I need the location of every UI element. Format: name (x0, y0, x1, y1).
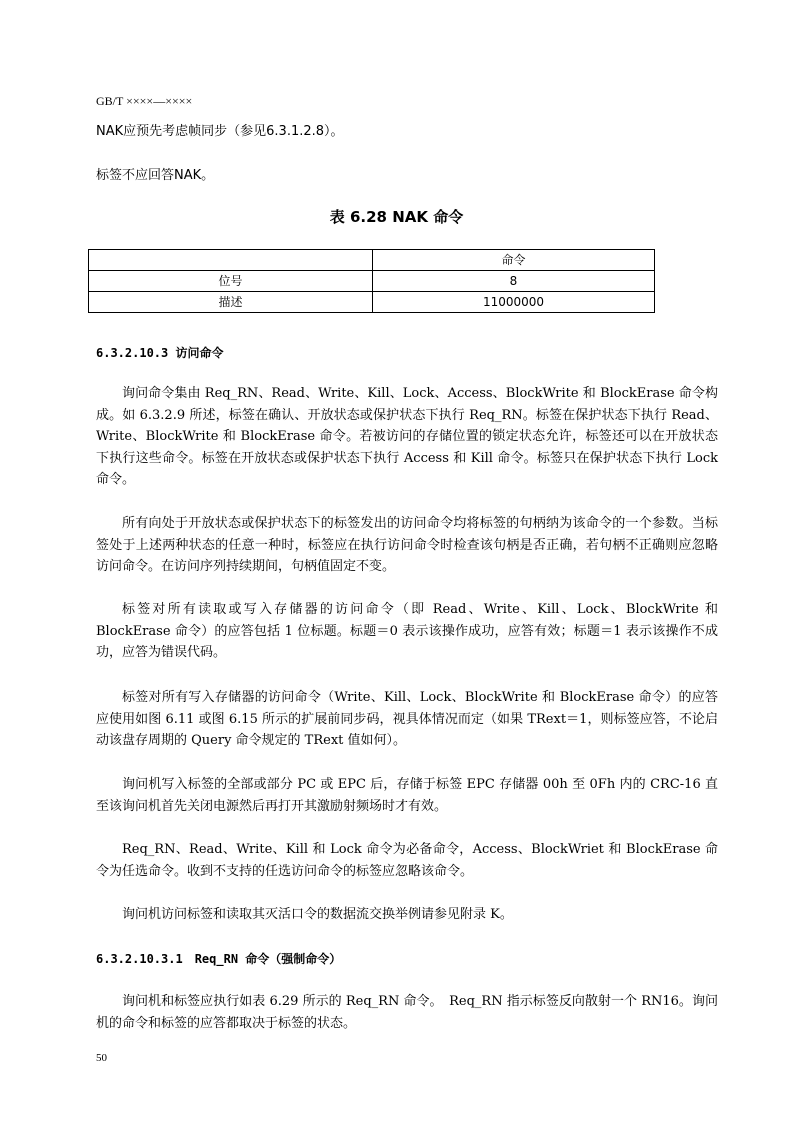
table-cell: 11000000 (373, 292, 655, 313)
table-cell: 描述 (89, 292, 373, 313)
table-header-row (89, 250, 655, 271)
table-cell: 8 (373, 271, 655, 292)
table-header-cell: 命令 (373, 250, 655, 271)
nak-command-table (88, 249, 655, 313)
paragraph: 标签对所有读取或写入存储器的访问命令（即 Read、Write、Kill、Lock、BlockWrite 和 BlockErase 命令）的应答包括 1 位标题。标题＝0 表示该操作成功，应答有效；标题＝1 表示该操作不成功，应答为错误代码。 (96, 602, 718, 660)
paragraph: 所有向处于开放状态或保护状态下的标签发出的访问命令均将标签的句柄纳为该命令的一个参数。当标签处于上述两种状态的任意一种时，标签应在执行访问命令时检查该句柄是否正确，若句柄不正确则应忽略访问命令。在访问序列持续期间，句柄值固定不变。 (96, 516, 718, 574)
table-header-cell (89, 250, 373, 271)
table-row (89, 292, 655, 313)
paragraph: 询问机写入标签的全部或部分 PC 或 EPC 后，存储于标签 EPC 存储器 00h 至 0Fh 内的 CRC-16 直至该询问机首先关闭电源然后再打开其激励射频场时才有效。 (96, 777, 718, 814)
paragraph: 询问机和标签应执行如表 6.29 所示的 Req_RN 命令。 Req_RN 指示标签反向散射一个 RN16。询问机的命令和标签的应答都取决于标签的状态。 (96, 994, 718, 1031)
paragraph: Req_RN、Read、Write、Kill 和 Lock 命令为必备命令，Access、BlockWriet 和 BlockErase 命令为任选命令。收到不支持的任选访问命令的标签应忽略该命令。 (96, 842, 718, 879)
standard-code: GB/T ××××—×××× (96, 94, 193, 108)
paragraph: 标签对所有写入存储器的访问命令（Write、Kill、Lock、BlockWrite 和 BlockErase 命令）的应答应使用如图 6.11 或图 6.15 所示的扩展前同步码，视具体情况而定（如果 TRext＝1，则标签应答，不论启动该盘存周期的 Query 命令规定的 TRext 值如何）。 (96, 690, 718, 748)
paragraph: 询问命令集由 Req_RN、Read、Write、Kill、Lock、Access、BlockWrite 和 BlockErase 命令构成。如 6.3.2.9 所述，标签在确认、开放状态或保护状态下执行 Req_RN。标签在保护状态下执行 Read、Write、BlockWrite 和 BlockErase 命令。若被访问的存储位置的锁定状态允许，标签还可以在开放状态下执行这些命令。标签在开放状态或保护状态下执行 Access 和 Kill 命令。标签只在保护状态下执行 Lock 命令。 (96, 386, 718, 487)
nak-reply-note: 标签不应回答NAK。 (96, 168, 215, 183)
table-cell: 位号 (89, 271, 373, 292)
table-row (89, 271, 655, 292)
section-heading: 6.3.2.10.3 访问命令 (96, 346, 224, 360)
paragraph: 询问机访问标签和读取其灭活口令的数据流交换举例请参见附录 K。 (122, 907, 513, 922)
page-number: 50 (96, 1052, 107, 1064)
table-title: 表 6.28 NAK 命令 (329, 208, 464, 226)
nak-sync-note: NAK应预先考虑帧同步（参见6.3.1.2.8）。 (96, 124, 344, 139)
subsection-heading: 6.3.2.10.3.1 Req_RN 命令（强制命令） (96, 952, 342, 966)
